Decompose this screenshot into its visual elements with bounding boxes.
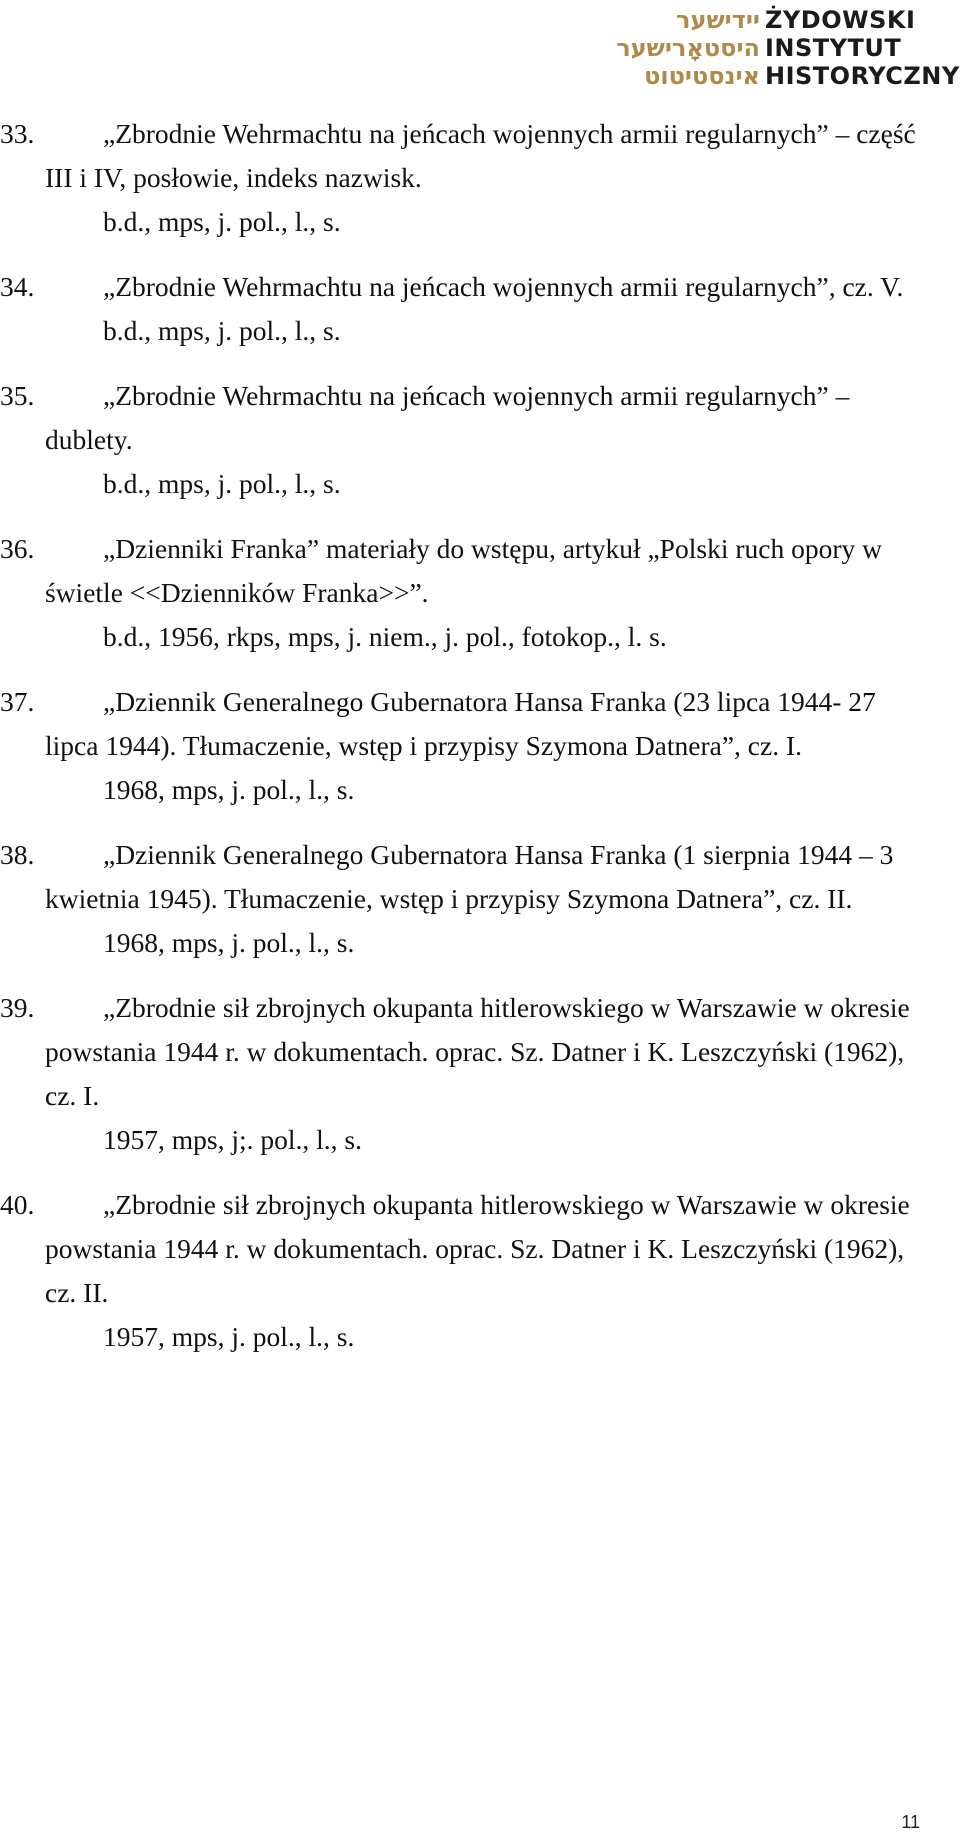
entry-number: 34.: [0, 271, 35, 302]
entry-number: 39.: [0, 992, 35, 1023]
entry-title: „Zbrodnie Wehrmachtu na jeńcach wojennych armii regularnych” – dublety.: [45, 380, 850, 455]
page-number: 11: [901, 1812, 920, 1832]
entry-title: „Dzienniki Franka” materiały do wstępu, artykuł „Polski ruch opory w świetle <<Dzienników Franka>>”.: [45, 533, 882, 608]
entry-number: 37.: [0, 686, 35, 717]
catalog-entry: [0, 527, 960, 659]
catalog-entry-list: [0, 112, 960, 1380]
entry-number: 38.: [0, 839, 35, 870]
catalog-entry: [0, 833, 960, 965]
entry-meta: b.d., 1956, rkps, mps, j. niem., j. pol., fotokop., l. s.: [103, 621, 667, 652]
entry-title: „Zbrodnie sił zbrojnych okupanta hitlerowskiego w Warszawie w okresie powstania 1944 r. w dokumentach. oprac. Sz. Datner i K. Leszczyński (1962), cz. II.: [45, 1189, 910, 1308]
entry-meta: b.d., mps, j. pol., l., s.: [103, 468, 341, 499]
entry-number: 40.: [0, 1189, 35, 1220]
entry-meta: 1968, mps, j. pol., l., s.: [103, 927, 355, 958]
entry-number: 36.: [0, 533, 35, 564]
catalog-entry: [0, 112, 960, 244]
entry-title: „Zbrodnie Wehrmachtu na jeńcach wojennych armii regularnych” – część III i IV, posłowie, indeks nazwisk.: [45, 118, 916, 193]
logo-hebrew-line-3: אינסטיטוט: [644, 62, 760, 90]
catalog-entry: [0, 1183, 960, 1359]
entry-title: „Zbrodnie Wehrmachtu na jeńcach wojennych armii regularnych”, cz. V.: [103, 271, 904, 302]
catalog-entry: [0, 265, 960, 353]
entry-number: 35.: [0, 380, 35, 411]
entry-meta: 1968, mps, j. pol., l., s.: [103, 774, 355, 805]
entry-meta: b.d., mps, j. pol., l., s.: [103, 315, 341, 346]
entry-title: „Dziennik Generalnego Gubernatora Hansa Franka (1 sierpnia 1944 – 3 kwietnia 1945). Tłumaczenie, wstęp i przypisy Szymona Datnera”, cz. II.: [45, 839, 894, 914]
logo-hebrew-line-2: היסטאָרישער: [616, 34, 760, 62]
entry-meta: 1957, mps, j;. pol., l., s.: [103, 1124, 362, 1155]
catalog-entry: [0, 986, 960, 1162]
logo-polish-line-3: HISTORYCZNY: [765, 62, 960, 90]
logo-hebrew-text: [560, 6, 760, 90]
logo-polish-line-1: ŻYDOWSKI: [765, 6, 916, 34]
entry-meta: b.d., mps, j. pol., l., s.: [103, 206, 341, 237]
logo-polish-text: [765, 6, 960, 90]
entry-title: „Dziennik Generalnego Gubernatora Hansa Franka (23 lipca 1944- 27 lipca 1944). Tłumaczenie, wstęp i przypisy Szymona Datnera”, cz. I.: [45, 686, 876, 761]
catalog-entry: [0, 374, 960, 506]
logo-hebrew-line-1: יידישער: [676, 6, 760, 34]
entry-number: 33.: [0, 118, 35, 149]
entry-title: „Zbrodnie sił zbrojnych okupanta hitlerowskiego w Warszawie w okresie powstania 1944 r. w dokumentach. oprac. Sz. Datner i K. Leszczyński (1962), cz. I.: [45, 992, 910, 1111]
catalog-entry: [0, 680, 960, 812]
entry-meta: 1957, mps, j. pol., l., s.: [103, 1321, 355, 1352]
logo-polish-line-2: INSTYTUT: [765, 34, 902, 62]
institute-logo: [560, 6, 960, 92]
